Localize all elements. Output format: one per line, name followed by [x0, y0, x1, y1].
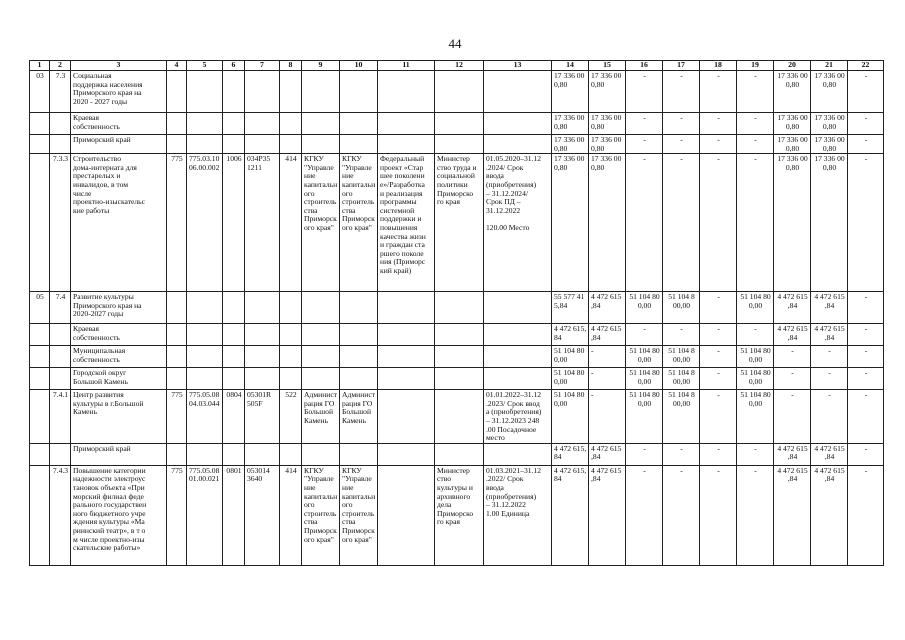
- table-cell: Городской округ Большой Камень: [71, 368, 167, 390]
- table-cell: [30, 390, 50, 444]
- table-cell: [378, 135, 435, 154]
- table-cell: [484, 113, 552, 135]
- table-cell: 55 577 41 5,84: [552, 292, 589, 324]
- table-cell: -: [700, 465, 737, 565]
- table-cell: -: [700, 154, 737, 292]
- table-cell: 51 104 8 00,00: [663, 390, 700, 444]
- table-cell: 51 104 80 0,00: [737, 390, 774, 444]
- column-header: 19: [737, 61, 774, 71]
- table-cell: 51 104 80 0,00: [626, 346, 663, 368]
- table-cell: [245, 113, 280, 135]
- table-cell: 1006: [223, 154, 245, 292]
- table-cell: [340, 135, 378, 154]
- table-cell: -: [626, 135, 663, 154]
- table-cell: КГКУ "Управле ние капитальн ого строитель ства Приморск ого края": [302, 154, 340, 292]
- table-cell: [484, 368, 552, 390]
- table-cell: [223, 292, 245, 324]
- table-cell: [187, 135, 223, 154]
- table-cell: [302, 368, 340, 390]
- table-cell: -: [663, 324, 700, 346]
- table-cell: 51 104 80 0,00: [552, 368, 589, 390]
- column-header: 8: [280, 61, 302, 71]
- table-cell: [187, 368, 223, 390]
- column-header: 14: [552, 61, 589, 71]
- table-cell: 4 472 615 ,84: [811, 292, 848, 324]
- table-cell: [167, 443, 187, 465]
- table-cell: [187, 113, 223, 135]
- table-cell: КГКУ "Управле ние капитальн ого строитель ства Приморск ого края": [340, 154, 378, 292]
- table-row: [30, 346, 884, 368]
- table-cell: [187, 346, 223, 368]
- table-cell: [30, 368, 50, 390]
- table-cell: -: [848, 154, 884, 292]
- table-cell: [378, 292, 435, 324]
- table-cell: [435, 71, 484, 113]
- table-cell: [484, 292, 552, 324]
- table-cell: 4 472 615 ,84: [811, 443, 848, 465]
- table-cell: -: [626, 465, 663, 565]
- table-cell: 053014 3640: [245, 465, 280, 565]
- table-cell: [223, 346, 245, 368]
- table-cell: [280, 113, 302, 135]
- table-cell: [167, 292, 187, 324]
- column-header: 20: [774, 61, 811, 71]
- table-cell: [187, 324, 223, 346]
- table-cell: 01.01.2022–31.12 .2023/ Срок ввод а (приобретения) – 31.12.2023 248 .00 Посадочное место: [484, 390, 552, 444]
- column-header: 7: [245, 61, 280, 71]
- table-cell: 51 104 8 00,00: [663, 292, 700, 324]
- table-cell: 775.05.08 01.00.021: [187, 465, 223, 565]
- table-cell: Приморский край: [71, 135, 167, 154]
- table-cell: 51 104 80 0,00: [626, 368, 663, 390]
- table-cell: 775: [167, 465, 187, 565]
- table-cell: [340, 113, 378, 135]
- table-cell: [245, 368, 280, 390]
- table-cell: -: [700, 443, 737, 465]
- table-cell: [340, 443, 378, 465]
- table-cell: [50, 368, 71, 390]
- table-cell: [484, 71, 552, 113]
- table-cell: 0804: [223, 390, 245, 444]
- table-cell: [30, 135, 50, 154]
- table-cell: Краевая собственность: [71, 324, 167, 346]
- table-cell: -: [848, 368, 884, 390]
- table-cell: [378, 324, 435, 346]
- table-cell: [187, 443, 223, 465]
- table-cell: [245, 292, 280, 324]
- table-cell: Федеральный проект «Стар шее поколени е»/Разработка и реализация программы системной поддержки и повышения качества жизн и граждан ста ршего поколе ния (Приморс кий край): [378, 154, 435, 292]
- column-header: 11: [378, 61, 435, 71]
- table-cell: [378, 390, 435, 444]
- table-cell: Социальная поддержка населения Приморского края на 2020 - 2027 годы: [71, 71, 167, 113]
- table-cell: 17 336 00 0,80: [552, 71, 589, 113]
- table-cell: [378, 368, 435, 390]
- column-header: 3: [71, 61, 167, 71]
- table-cell: [50, 443, 71, 465]
- column-header: 4: [167, 61, 187, 71]
- table-cell: 7.4.1: [50, 390, 71, 444]
- table-cell: -: [737, 324, 774, 346]
- table-cell: [302, 443, 340, 465]
- table-cell: -: [848, 465, 884, 565]
- table-cell: 17 336 00 0,80: [774, 154, 811, 292]
- table-cell: -: [626, 71, 663, 113]
- table-cell: -: [774, 346, 811, 368]
- table-cell: -: [700, 292, 737, 324]
- table-cell: [435, 135, 484, 154]
- table-cell: [223, 368, 245, 390]
- table-cell: [484, 443, 552, 465]
- table-cell: -: [700, 324, 737, 346]
- table-cell: [167, 368, 187, 390]
- table-cell: 51 104 80 0,00: [626, 390, 663, 444]
- table-cell: Развитие культуры Приморского края на 2020-2027 годы: [71, 292, 167, 324]
- table-cell: 7.4.3: [50, 465, 71, 565]
- table-cell: [340, 368, 378, 390]
- table-cell: 01.05.2020–31.12 .2024/ Срок ввода (приобретения) – 31.12.2024/ Срок ПД – 31.12.2022 120.00 Место: [484, 154, 552, 292]
- table-row: [30, 154, 884, 292]
- table-cell: -: [848, 390, 884, 444]
- table-cell: 4 472 615 ,84: [774, 443, 811, 465]
- table-cell: -: [811, 390, 848, 444]
- table-cell: [302, 292, 340, 324]
- table-cell: 4 472 615 ,84: [811, 465, 848, 565]
- table-cell: 4 472 615 ,84: [589, 443, 626, 465]
- table-cell: 775.05.08 04.03.044: [187, 390, 223, 444]
- table-cell: 51 104 80 0,00: [552, 346, 589, 368]
- table-cell: [223, 324, 245, 346]
- table-cell: 4 472 615 ,84: [589, 324, 626, 346]
- table-cell: 4 472 615, 84: [552, 465, 589, 565]
- table-cell: [302, 346, 340, 368]
- table-cell: -: [700, 113, 737, 135]
- table-cell: [245, 443, 280, 465]
- table-cell: -: [737, 113, 774, 135]
- table-cell: [435, 113, 484, 135]
- column-header: 6: [223, 61, 245, 71]
- table-cell: 17 336 00 0,80: [811, 135, 848, 154]
- table-cell: 01.03.2021–31.12 .2022/ Срок ввода (приобретения) – 31.12.2022 1.00 Единица: [484, 465, 552, 565]
- table-cell: [435, 346, 484, 368]
- table-cell: [30, 346, 50, 368]
- table-cell: [280, 346, 302, 368]
- table-cell: 51 104 8 00,00: [663, 346, 700, 368]
- table-cell: [340, 292, 378, 324]
- table-cell: [223, 443, 245, 465]
- table-row: [30, 292, 884, 324]
- table-cell: 17 336 00 0,80: [774, 135, 811, 154]
- table-cell: 7.3.3: [50, 154, 71, 292]
- table-cell: -: [663, 71, 700, 113]
- table-cell: [378, 113, 435, 135]
- table-cell: [280, 368, 302, 390]
- table-cell: -: [700, 390, 737, 444]
- table-cell: [435, 390, 484, 444]
- table-cell: КГКУ "Управле ние капитальн ого строитель ства Приморск ого края": [340, 465, 378, 565]
- table-cell: 775: [167, 154, 187, 292]
- table-cell: -: [589, 368, 626, 390]
- column-header: 15: [589, 61, 626, 71]
- table-cell: Муниципальная собственность: [71, 346, 167, 368]
- table-cell: [340, 324, 378, 346]
- table-cell: [30, 154, 50, 292]
- table-cell: [30, 113, 50, 135]
- table-cell: [50, 113, 71, 135]
- table-cell: -: [589, 346, 626, 368]
- table-cell: 17 336 00 0,80: [589, 113, 626, 135]
- table-cell: 17 336 00 0,80: [774, 113, 811, 135]
- table-row: [30, 113, 884, 135]
- table-cell: [245, 135, 280, 154]
- table-cell: [223, 71, 245, 113]
- table-cell: [30, 324, 50, 346]
- table-cell: 775: [167, 390, 187, 444]
- table-cell: -: [848, 324, 884, 346]
- table-cell: [435, 292, 484, 324]
- column-header: 21: [811, 61, 848, 71]
- table-cell: -: [700, 71, 737, 113]
- table-cell: 51 104 80 0,00: [737, 368, 774, 390]
- table-cell: Админист рация ГО Большой Камень: [302, 390, 340, 444]
- table-cell: 03: [30, 71, 50, 113]
- column-header: 2: [50, 61, 71, 71]
- table-cell: 4 472 615, 84: [552, 324, 589, 346]
- table-cell: -: [848, 443, 884, 465]
- table-row: [30, 135, 884, 154]
- column-header: 1: [30, 61, 50, 71]
- table-row: [30, 368, 884, 390]
- table-cell: -: [626, 443, 663, 465]
- table-row: [30, 465, 884, 565]
- column-header: 10: [340, 61, 378, 71]
- table-row: [30, 390, 884, 444]
- table-row: [30, 443, 884, 465]
- table-cell: 17 336 00 0,80: [589, 71, 626, 113]
- table-cell: [302, 71, 340, 113]
- column-header: 18: [700, 61, 737, 71]
- table-cell: 17 336 00 0,80: [552, 154, 589, 292]
- table-cell: -: [737, 71, 774, 113]
- table-cell: -: [848, 346, 884, 368]
- table-cell: 51 104 80 0,00: [552, 390, 589, 444]
- table-cell: 4 472 615 ,84: [774, 324, 811, 346]
- table-cell: -: [626, 113, 663, 135]
- table-cell: Админист рация ГО Большой Камень: [340, 390, 378, 444]
- table-cell: [435, 368, 484, 390]
- column-header: 13: [484, 61, 552, 71]
- table-cell: КГКУ "Управле ние капитальн ого строитель ства Приморск ого края": [302, 465, 340, 565]
- table-cell: -: [848, 113, 884, 135]
- table-cell: [167, 113, 187, 135]
- table-cell: -: [626, 324, 663, 346]
- table-cell: [378, 71, 435, 113]
- table-cell: -: [663, 443, 700, 465]
- table-cell: 034Р35 1211: [245, 154, 280, 292]
- column-header: 17: [663, 61, 700, 71]
- table-cell: [378, 465, 435, 565]
- table-cell: -: [700, 135, 737, 154]
- table-cell: [484, 346, 552, 368]
- table-cell: [223, 135, 245, 154]
- budget-table: [29, 60, 884, 566]
- table-cell: [167, 324, 187, 346]
- table-cell: -: [737, 135, 774, 154]
- table-cell: 4 472 615 ,84: [811, 324, 848, 346]
- table-cell: -: [774, 390, 811, 444]
- table-cell: [435, 443, 484, 465]
- table-cell: [302, 324, 340, 346]
- column-header: 12: [435, 61, 484, 71]
- column-header: 9: [302, 61, 340, 71]
- table-cell: 17 336 00 0,80: [552, 113, 589, 135]
- table-cell: 51 104 80 0,00: [737, 346, 774, 368]
- table-cell: -: [737, 465, 774, 565]
- table-cell: -: [848, 71, 884, 113]
- table-cell: -: [663, 113, 700, 135]
- table-cell: [223, 113, 245, 135]
- table-cell: 0801: [223, 465, 245, 565]
- table-cell: 4 472 615, 84: [552, 443, 589, 465]
- table-cell: [245, 324, 280, 346]
- table-cell: 4 472 615 ,84: [774, 465, 811, 565]
- page-number: 44: [448, 36, 462, 51]
- table-cell: 17 336 00 0,80: [811, 71, 848, 113]
- table-cell: 51 104 8 00,00: [663, 368, 700, 390]
- table-cell: [435, 324, 484, 346]
- table-cell: Министер ство труда и социальной политики Приморско го края: [435, 154, 484, 292]
- table-cell: -: [774, 368, 811, 390]
- table-cell: 05: [30, 292, 50, 324]
- table-cell: 7.3: [50, 71, 71, 113]
- table-cell: 17 336 00 0,80: [589, 135, 626, 154]
- table-cell: Министер ство культуры и архивного дела Приморско го края: [435, 465, 484, 565]
- table-row: [30, 71, 884, 113]
- table-cell: 4 472 615 ,84: [589, 292, 626, 324]
- table-cell: -: [589, 390, 626, 444]
- table-cell: 775.03.10 06.00.002: [187, 154, 223, 292]
- table-cell: Повышение категории надежности электроус тановок объекта «При морский филиал феде рального государствен ного бюджетного учре ждения культуры «Ма риинский театр», в т о м числе проектно-изы скательские работы»: [71, 465, 167, 565]
- table-cell: 05301R 505F: [245, 390, 280, 444]
- table-cell: Краевая собственность: [71, 113, 167, 135]
- table-row: [30, 324, 884, 346]
- table-cell: [302, 135, 340, 154]
- table-cell: 4 472 615 ,84: [774, 292, 811, 324]
- table-cell: -: [811, 368, 848, 390]
- table-cell: [302, 113, 340, 135]
- table-cell: [340, 346, 378, 368]
- table-cell: [50, 324, 71, 346]
- table-cell: -: [811, 346, 848, 368]
- header-row: [30, 61, 884, 71]
- table-cell: -: [737, 443, 774, 465]
- table-cell: [340, 71, 378, 113]
- column-header: 5: [187, 61, 223, 71]
- table-cell: [50, 135, 71, 154]
- column-header: 22: [848, 61, 884, 71]
- table-cell: 7.4: [50, 292, 71, 324]
- table-cell: Строительство дома-интерната для престарелых и инвалидов, в том числе проектно-изыскательс кие работы: [71, 154, 167, 292]
- table-cell: Центр развития культуры в г.Большой Камень: [71, 390, 167, 444]
- table-cell: 414: [280, 154, 302, 292]
- table-cell: -: [663, 154, 700, 292]
- table-cell: [245, 71, 280, 113]
- table-cell: 414: [280, 465, 302, 565]
- table-cell: 17 336 00 0,80: [774, 71, 811, 113]
- table-cell: [280, 443, 302, 465]
- table-cell: -: [663, 465, 700, 565]
- table-cell: [167, 135, 187, 154]
- table-cell: [280, 292, 302, 324]
- table-cell: [187, 71, 223, 113]
- table-cell: [187, 292, 223, 324]
- table-cell: -: [700, 346, 737, 368]
- table-cell: 17 336 00 0,80: [552, 135, 589, 154]
- table-cell: 51 104 80 0,00: [626, 292, 663, 324]
- column-header: 16: [626, 61, 663, 71]
- table-cell: 4 472 615 ,84: [589, 465, 626, 565]
- table-cell: [280, 135, 302, 154]
- table-cell: [30, 465, 50, 565]
- table-cell: -: [848, 292, 884, 324]
- table-cell: 522: [280, 390, 302, 444]
- table-cell: -: [848, 135, 884, 154]
- table-cell: -: [700, 368, 737, 390]
- table-cell: [245, 346, 280, 368]
- table-cell: -: [663, 135, 700, 154]
- table-cell: [378, 443, 435, 465]
- table-cell: [167, 71, 187, 113]
- table-cell: 17 336 00 0,80: [811, 154, 848, 292]
- table-cell: [280, 71, 302, 113]
- table-cell: [50, 346, 71, 368]
- table-cell: [484, 324, 552, 346]
- table-cell: [280, 324, 302, 346]
- table-cell: [167, 346, 187, 368]
- table-cell: Приморский край: [71, 443, 167, 465]
- table-cell: -: [626, 154, 663, 292]
- table-cell: [30, 443, 50, 465]
- table-cell: [378, 346, 435, 368]
- table-cell: 17 336 00 0,80: [589, 154, 626, 292]
- table-cell: -: [737, 154, 774, 292]
- table-cell: [484, 135, 552, 154]
- table-cell: 17 336 00 0,80: [811, 113, 848, 135]
- table-cell: 51 104 80 0,00: [737, 292, 774, 324]
